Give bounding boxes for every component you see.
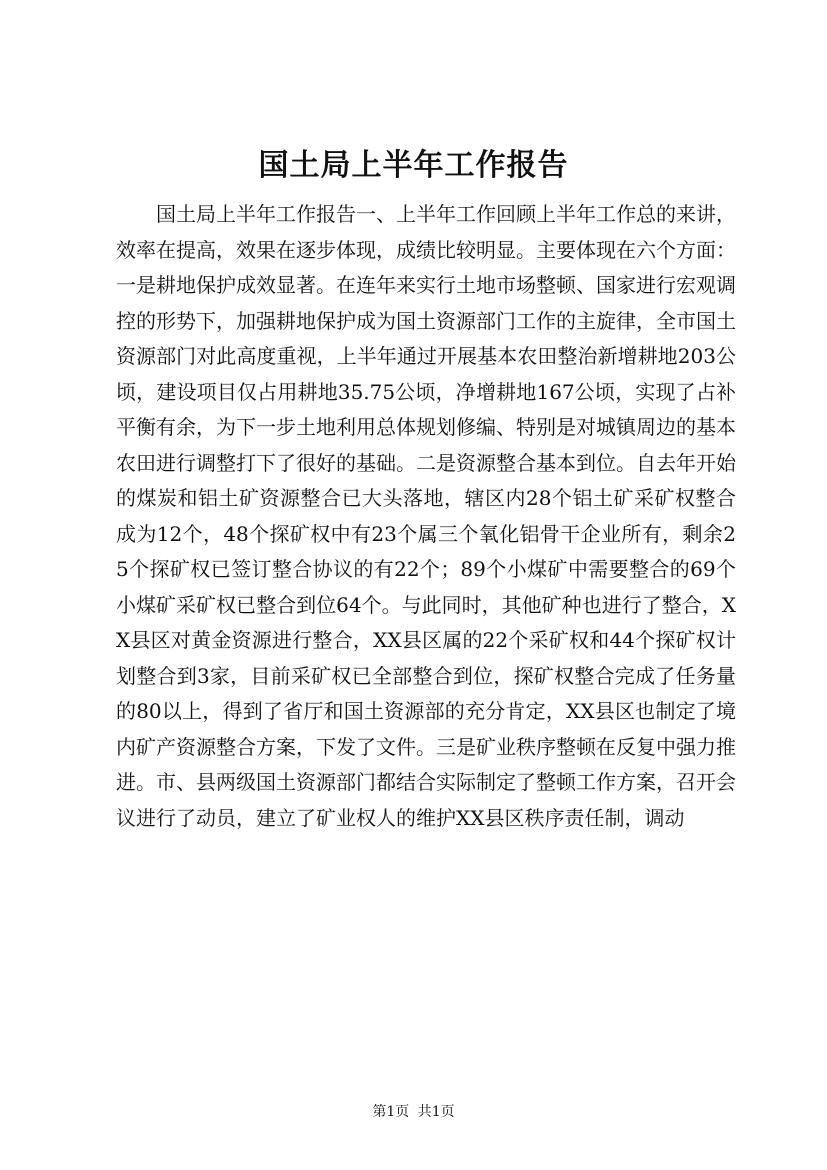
page-footer <box>0 1102 827 1122</box>
document-title: 国土局上半年工作报告 <box>258 148 569 183</box>
page-number-label: 第1页 <box>372 1104 410 1120</box>
document-body-paragraph: 国土局上半年工作报告一、上半年工作回顾上半年工作总的来讲，效率在提高，效果在逐步体现，成绩比较明显。主要体现在六个方面：一是耕地保护成效显著。在连年来实行土地市场整顿、国家进行宏观调控的形势下，加强耕地保护成为国土资源部门工作的主旋律，全市国土资源部门对此高度重视，上半年通过开展基本农田整治新增耕地203公顷，建设项目仅占用耕地35.75公顷，净增耕地167公顷，实现了占补平衡有余，为下一步土地利用总体规划修编、特别是对城镇周边的基本农田进行调整打下了很好的基础。二是资源整合基本到位。自去年开始的煤炭和铝土矿资源整合已大头落地，辖区内28个铝土矿采矿权整合成为12个，48个探矿权中有23个属三个氧化铝骨干企业所有，剩余25个探矿权已签订整合协议的有22个；89个小煤矿中需要整合的69个小煤矿采矿权已整合到位64个。与此同时，其他矿种也进行了整合，XX县区对黄金资源进行整合，XX县区属的22个采矿权和44个探矿权计划整合到3家，目前采矿权已全部整合到位，探矿权整合完成了任务量的80以上，得到了省厅和国土资源部的充分肯定，XX县区也制定了境内矿产资源整合方案，下发了文件。三是矿业秩序整顿在反复中强力推进。市、县两级国土资源部门都结合实际制定了整顿工作方案，召开会议进行了动员，建立了矿业权人的维护XX县区秩序责任制，调动 <box>116 202 736 830</box>
page-total-label: 共1页 <box>417 1104 455 1120</box>
